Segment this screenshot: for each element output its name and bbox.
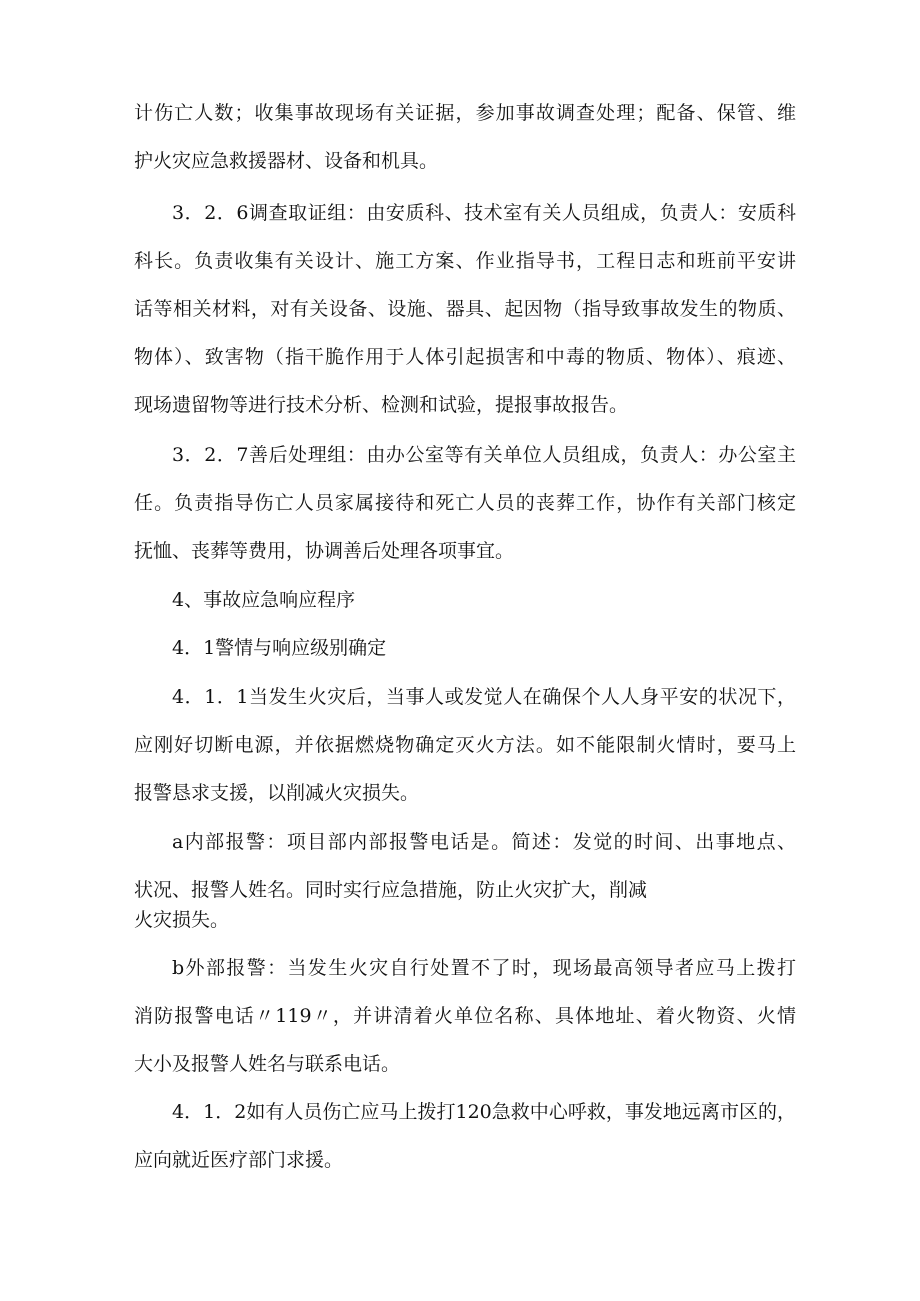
section-heading-4-1: [134, 624, 796, 672]
text-line: a内部报警：项目部内部报警电话是。简述：发觉的时间、出事地点、: [172, 831, 796, 853]
text-line: 4．1．2如有人员伤亡应马上拨打120急救中心呼救，事发地远离市区的，: [172, 1101, 796, 1123]
text-line: 物体）、致害物（指干脆作用于人体引起损害和中毒的物质、物体）、痕迹、: [134, 346, 796, 368]
text-line: 大小及报警人姓名与联系电话。: [134, 1053, 401, 1075]
text-line: 应向就近医疗部门求援。: [134, 1149, 344, 1171]
paragraph-rescue-duties: [134, 89, 796, 185]
text-line: 现场遗留物等进行技术分析、检测和试验，提报事故报告。: [134, 394, 629, 416]
text-line: 状况、报警人姓名。同时实行应急措施，防止火灾扩大，削减: [134, 879, 648, 901]
heading-text: 4．1警情与响应级别确定: [172, 637, 387, 659]
text-line: 3．2．7善后处理组：由办公室等有关单位人员组成，负责人：办公室主: [172, 444, 796, 466]
text-line: 话等相关材料，对有关设备、设施、器具、起因物（指导致事故发生的物质、: [134, 298, 796, 320]
paragraph-external-alarm: [134, 944, 796, 1088]
text-line: 护火灾应急救援器材、设备和机具。: [134, 150, 439, 172]
text-line: 消防报警电话〃119〃，并讲清着火单位名称、具体地址、着火物资、火情: [134, 1005, 796, 1027]
text-line: 任。负责指导伤亡人员家属接待和死亡人员的丧葬工作，协作有关部门核定: [134, 492, 796, 514]
heading-text: 4、事故应急响应程序: [172, 589, 356, 611]
text-line: 4．1．1当发生火灾后，当事人或发觉人在确保个人人身平安的状况下，: [172, 686, 796, 708]
text-line: 抚恤、丧葬等费用，协调善后处理各项事宜。: [134, 540, 515, 562]
text-line: 科长。负责收集有关设计、施工方案、作业指导书，工程日志和班前平安讲: [134, 250, 796, 272]
text-line: b外部报警：当发生火灾自行处置不了时，现场最高领导者应马上拨打: [172, 957, 796, 979]
text-line: 应刚好切断电源，并依据燃烧物确定灭火方法。如不能限制火情时，要马上: [134, 734, 796, 756]
section-heading-4: [134, 576, 796, 624]
paragraph-aftermath-group: [134, 431, 796, 575]
paragraph-4-1-2: [134, 1088, 796, 1184]
paragraph-internal-alarm: [134, 818, 796, 950]
text-line: 计伤亡人数；收集事故现场有关证据，参加事故调查处理；配备、保管、维: [134, 102, 796, 124]
text-line: 火灾损失。: [134, 909, 230, 931]
paragraph-4-1-1: [134, 673, 796, 817]
text-line: 报警恳求支援，以削减火灾损失。: [134, 782, 420, 804]
paragraph-investigation-group: [134, 189, 796, 429]
text-line: 3．2．6调查取证组：由安质科、技术室有关人员组成，负责人：安质科: [172, 202, 796, 224]
